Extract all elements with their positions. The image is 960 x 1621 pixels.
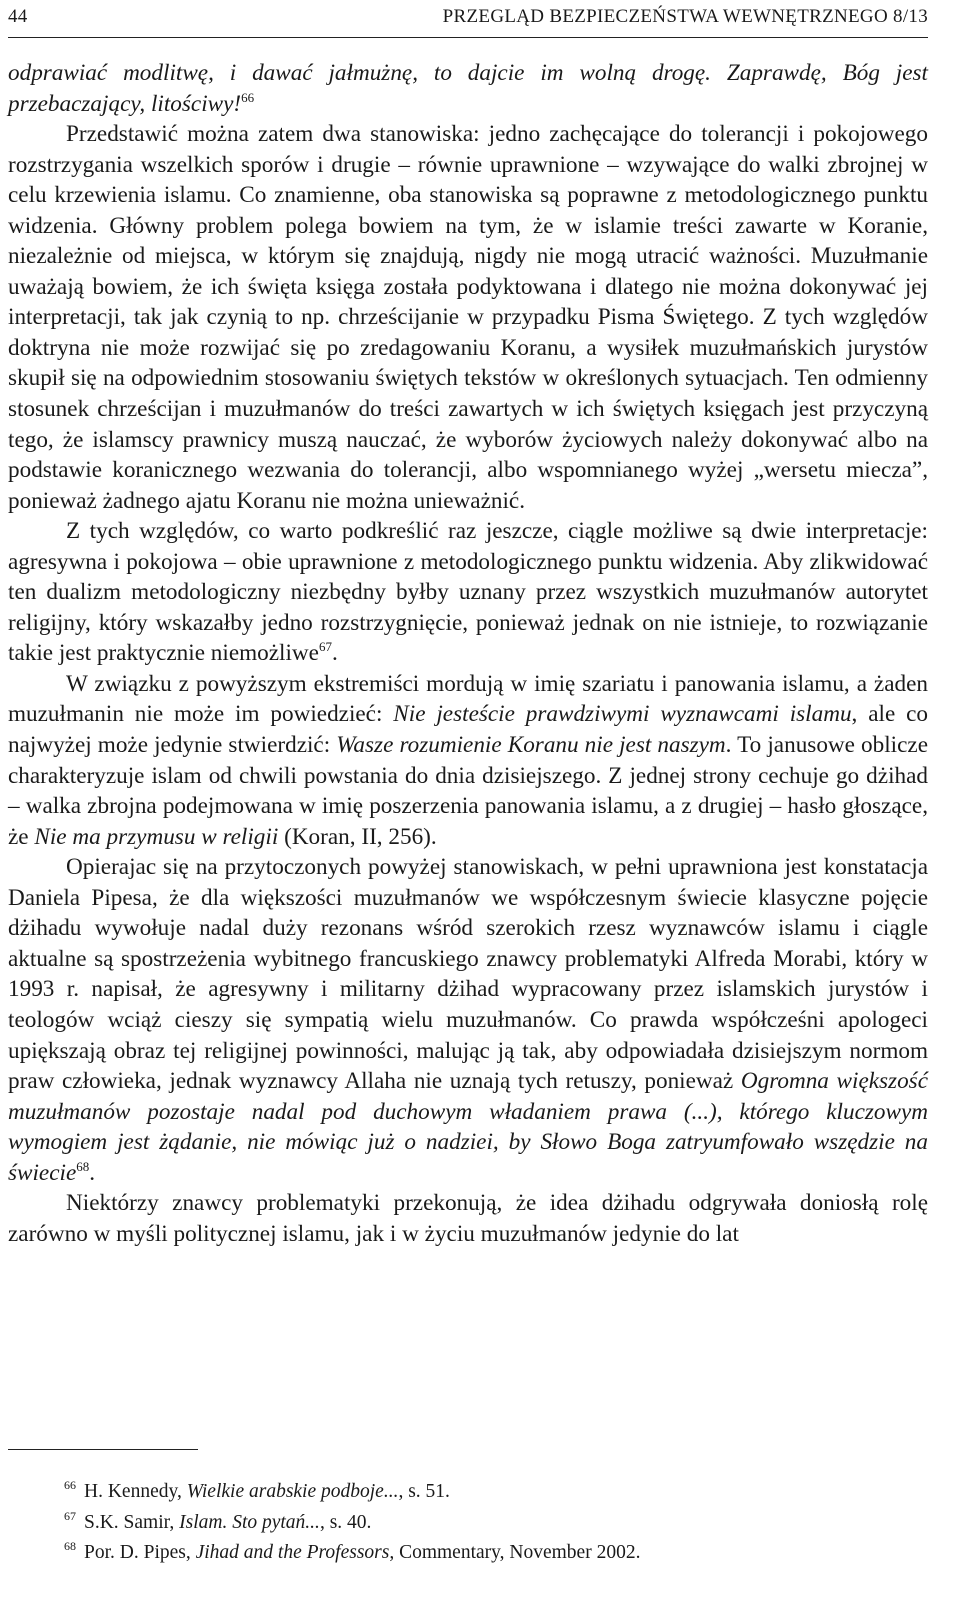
italic-text: Islam. Sto pytań...	[179, 1511, 320, 1533]
paragraph	[8, 58, 928, 119]
footnote-number: 68	[64, 1539, 76, 1553]
text-run: Przedstawić można zatem dwa stanowiska: jedno zachęcające do tolerancji i pokojowego rozstrzygania wszelkich sporów i drugie – równie uprawnione – wzywające do walki zbrojnej w celu krzewienia islamu. Co znamienne, oba stanowiska są poprawne z metodologicznego punktu widzenia. Główny problem polega bowiem na tym, że w islamie treści zawarte w Koranie, niezależnie od miejsca, w którym się znajdują, nigdy nie mogą utracić ważności. Muzułmanie uważają bowiem, że ich święta księga została podyktowana i dlatego nie można dokonywać jej interpretacji, tak jak czynią to np. chrześcijanie w przypadku Pisma Świętego. Z tych względów doktryna nie może rozwijać się po zredagowaniu Koranu, a wysiłek muzułmańskich jurystów skupił się na odpowiednim stosowaniu świętych tekstów w określonych sytuacjach. Ten odmienny stosunek chrześcijan i muzułmanów do treści zawartych w ich świętych księgach jest przyczyną tego, że islamscy prawnicy muszą nauczać, że wyborów życiowych należy dokonywać albo na podstawie koranicznego wezwania do tolerancji, albo wspomnianego wyżej „wersetu miecza”, ponieważ żadnego ajatu Koranu nie można unieważnić.	[8, 121, 928, 514]
italic-text: Nie ma przymusu w religii	[34, 823, 279, 850]
footnote-number: 66	[64, 1478, 76, 1492]
text-run: H. Kennedy,	[84, 1481, 187, 1502]
italic-text: Ogromna większość muzułmanów pozostaje nadal pod duchowym władaniem prawa (...), którego kluczowym wymogiem jest żądanie, nie mówiąc już o nadziei, by Słowo Boga zatryumfowało wszędzie na świecie	[8, 1068, 928, 1186]
text-run: . To janusowe oblicze charakteryzuje islam od chwili powstania do dnia dzisiejszego. Z jednej strony cechuje go dżihad – walka zbrojna podejmowana w imię poszerzenia panowania islamu, a z drugiej – hasło głoszące, że	[8, 732, 928, 850]
italic-text: odprawiać modlitwę, i dawać jałmużnę, to dajcie im wolną drogę. Zaprawdę, Bóg jest przebaczający, litościwy!	[8, 60, 928, 117]
footnote	[64, 1531, 640, 1562]
text-run: , ale co najwyżej może jedynie stwierdzić:	[8, 701, 928, 759]
text-run: , s. 40.	[319, 1511, 372, 1533]
text-run: Niektórzy znawcy problematyki przekonują, że idea dżihadu odgrywała doniosłą rolę zarówno w myśli politycznej islamu, jak i w życiu muzułmanów jedynie do lat	[8, 1190, 928, 1247]
footnote-reference: 66	[241, 89, 255, 105]
header-divider	[8, 37, 928, 38]
italic-text: Wasze rozumienie Koranu nie jest naszym	[336, 732, 726, 759]
footnote-reference: 68	[76, 1158, 90, 1174]
text-run: .	[331, 640, 338, 667]
text-run: .	[89, 1159, 96, 1186]
running-header	[8, 2, 928, 32]
footnote	[64, 1501, 640, 1532]
paragraph	[8, 516, 928, 669]
footnote-number: 67	[64, 1508, 76, 1523]
text-run: Commentary, November 2002.	[394, 1542, 641, 1563]
footnote-divider	[8, 1449, 198, 1450]
italic-text: Wielkie arabskie podboje...	[186, 1481, 399, 1502]
italic-text: Jihad and the Professors,	[195, 1542, 395, 1563]
page-number: 44	[8, 6, 28, 27]
paragraph	[8, 1188, 928, 1249]
footnote	[64, 1470, 640, 1501]
text-run: Z tych względów, co warto podkreślić raz jeszcze, ciągle możliwe są dwie interpretacje: agresywna i pokojowa – obie uprawnione z metodologicznego punktu widzenia. Aby zlikwidować ten dualizm metodologiczny niezbędny byłby uznany przez wszystkich muzułmanów autorytet religijny, który wskazałby jedno rozstrzygnięcie, ponieważ jednak on nie istnieje, to rozwiązanie takie jest praktycznie niemożliwe	[8, 518, 928, 667]
journal-title: PRZEGLĄD BEZPIECZEŃSTWA WEWNĘTRZNEGO 8/13	[442, 6, 928, 27]
text-run: (Koran, II, 256).	[278, 823, 437, 850]
text-run: , s. 51.	[398, 1481, 450, 1502]
text-run: W związku z powyższym ekstremiści mordują w imię szariatu i panowania islamu, a żaden muzułmanin nie może im powiedzieć:	[8, 670, 928, 728]
text-run: S.K. Samir,	[84, 1511, 180, 1533]
italic-text: Nie jesteście prawdziwymi wyznawcami islamu	[393, 701, 852, 728]
paragraph	[8, 669, 928, 852]
footnotes	[64, 1470, 640, 1562]
text-run: Por. D. Pipes,	[84, 1542, 196, 1563]
footnote-reference: 67	[318, 639, 332, 655]
body-text	[8, 58, 928, 1249]
paragraph	[8, 852, 928, 1188]
paragraph	[8, 119, 928, 516]
text-run: Opierajac się na przytoczonych powyżej stanowiskach, w pełni uprawniona jest konstatacja Daniela Pipesa, że dla większości muzułmanów we współczesnym świecie klasyczne pojęcie dżihadu wywołuje nadal duży rezonans wśród szerokich rzesz wyznawców islamu i ciągle aktualne są spostrzeżenia wybitnego francuskiego znawcy problematyki Alfreda Morabi, który w 1993 r. napisał, że agresywny i militarny dżihad wypracowany przez islamskich jurystów i teologów wciąż cieszy się sympatią wielu muzułmanów. Co prawda współcześni apologeci upiększają obraz tej religijnej powinności, malując ją tak, aby odpowiadała dzisiejszym normom praw człowieka, jednak wyznawcy Allaha nie uznają tych retuszy, ponieważ	[8, 854, 928, 1095]
